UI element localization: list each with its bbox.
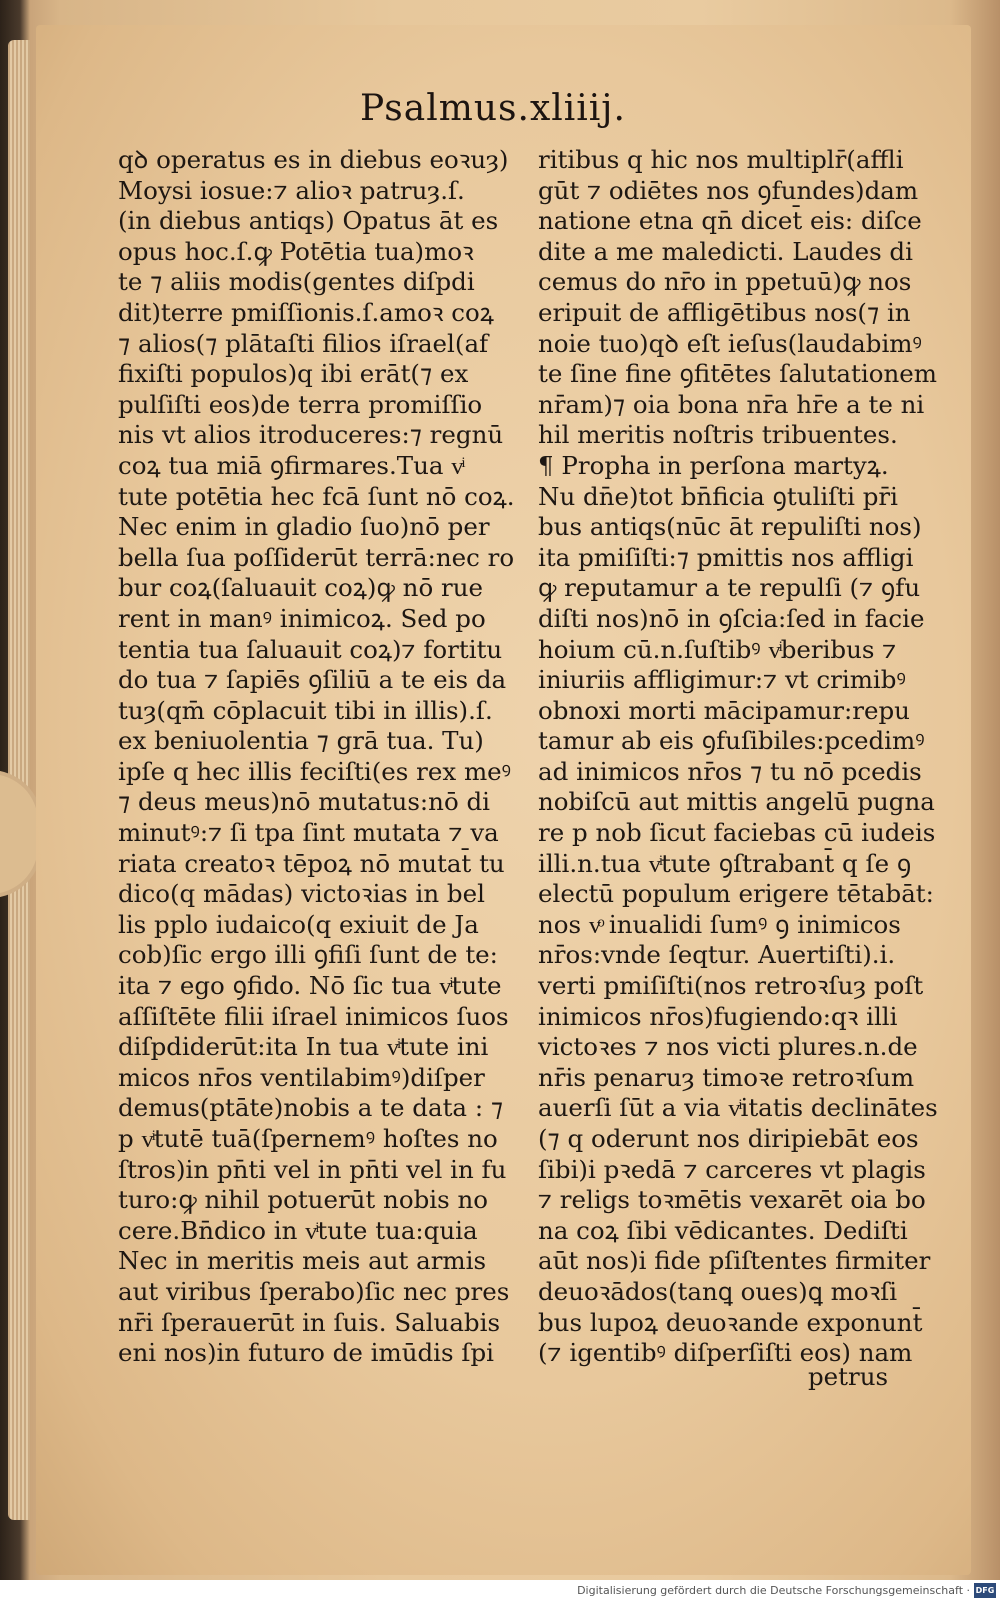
text-line: ⁊ religs toꝛmētis vexarēt oia bo [538, 1185, 926, 1215]
text-line: pulſiſti eos)de terra promiſſio [118, 389, 483, 419]
text-line: opus hoc.ſ.ꝙ Potētia tua)moꝛ [118, 236, 474, 266]
text-column-right [538, 145, 938, 1369]
text-line: aſſiſtēte filii iſrael inimicos ſuos [118, 1001, 509, 1031]
text-line: riata creatoꝛ tēpoꝝ nō mutat̄ tu [118, 848, 505, 878]
text-line: ita ⁊ ego ꝯfido. Nō ſic tua vͥtute [118, 971, 502, 1001]
text-line: dite a me maledicti. Laudes di [538, 236, 913, 266]
text-line: nr̄am)⁊ oia bona nr̄a hr̄e a te ni [538, 389, 925, 419]
text-line: coꝝ tua miā ꝯfirmares.Tua vͥ [118, 450, 464, 480]
text-line: ſtros)in pn̄ti vel in pn̄ti vel in fu [118, 1154, 507, 1184]
text-line: nobiſcū aut mittis angelū pugna [538, 787, 935, 817]
text-line: ex beniuolentia ⁊ grā tua. Tu) [118, 726, 484, 756]
text-line: nr̄i ſperauerūt in ſuis. Saluabis [118, 1307, 501, 1337]
text-line: hil meritis noſtris tribuentes. [538, 420, 898, 450]
text-line: Nec in meritis meis aut armis [118, 1246, 487, 1276]
text-line: bus lupoꝝ deuoꝛande exponunt̄ [538, 1307, 923, 1337]
text-line: minutꝰ:⁊ ſi tpa ſint mutata ⁊ va [118, 818, 499, 848]
text-line: illi.n.tua vͥtute ꝯſtrabant̄ q ſe ꝯ [538, 848, 912, 878]
text-line: te ſine fine ꝯfitētes ſalutationem [538, 359, 937, 389]
text-line: aut viribus ſperabo)ſic nec pres [118, 1276, 510, 1306]
text-line: fixiſti populos)q ibi erāt(⁊ ex [118, 359, 469, 389]
text-line: (⁊ q oderunt nos diripiebāt eos [538, 1124, 919, 1153]
text-line: p vͥtutē tuā(ſpernemꝰ hoſtes no [118, 1124, 498, 1153]
text-line: bus antiqs(nūc āt repuliſti nos) [538, 512, 922, 542]
text-line: bella ſua poſſiderūt terrā:nec ro [118, 542, 515, 572]
text-line: Nu dn̄e)tot bn̄ficia ꝯtuliſti pr̄i [538, 481, 898, 511]
text-line: demus(ptāte)nobis a te data : ⁊ [118, 1093, 504, 1123]
text-line: ⁊ deus meus)nō mutatus:nō di [118, 787, 490, 817]
text-line: turo:ꝙ nihil potuerūt nobis no [118, 1185, 489, 1215]
text-line: tentia tua ſaluauit coꝝ)⁊ fortitu [118, 634, 503, 664]
text-line: lis pplo iudaico(q exiuit de Ja [118, 909, 479, 939]
text-line: eripuit de affligētibus nos(⁊ in [538, 297, 911, 327]
text-column-left [118, 145, 523, 1369]
text-line: Moysi iosue:⁊ alioꝛ patruȝ.ſ. [118, 175, 465, 205]
text-line: Nec enim in gladio ſuo)nō per [118, 512, 490, 542]
catchword: petrus [808, 1362, 889, 1391]
text-line: cob)ſic ergo illi ꝯfiſi ſunt de te: [118, 940, 498, 970]
text-line: cere.Bn̄dico in vͥtute tua:quia [118, 1215, 478, 1245]
text-line: cemus do nr̄o in ppetuū)ꝙ nos [538, 267, 912, 297]
text-line: ¶ Propha in perſona martyꝝ. [538, 450, 889, 480]
text-line: nr̄is penaruȝ timoꝛe retroꝛſum [538, 1062, 915, 1092]
text-line: ipſe q hec illis feciſti(es rex meꝰ [118, 756, 512, 786]
text-line: micos nr̄os ventilabimꝰ)diſper [118, 1062, 485, 1092]
text-line: tute potētia hec fcā ſunt nō coꝝ. [118, 481, 515, 511]
text-line: ꝙ reputamur a te repulſi (⁊ ꝯfu [538, 573, 921, 603]
dfg-logo: DFG [974, 1583, 996, 1598]
text-line: te ⁊ aliis modis(gentes diſpdi [118, 267, 475, 297]
text-line: tuȝ(qm̄ cōplacuit tibi in illis).ſ. [118, 695, 493, 725]
text-line: verti pmiſiſti(nos retroꝛſuȝ poſt [538, 971, 924, 1001]
text-line: hoium cū.n.ſuſtibꝰ vͥberibus ⁊ [538, 634, 897, 664]
text-line: bur coꝝ(ſaluauit coꝝ)ꝙ nō rue [118, 573, 483, 603]
text-line: iniuriis affligimur:⁊ vt crimibꝰ [538, 665, 906, 695]
text-line: nr̄os:vnde ſeqtur. Auertiſti).i. [538, 940, 896, 970]
text-line: (in diebus antiqs) Opatus āt es [118, 206, 499, 236]
text-line: ad inimicos nr̄os ⁊ tu nō pcedis [538, 756, 922, 786]
text-line: nos vͦ inualidi ſumꝰ ꝯ inimicos [538, 909, 901, 939]
text-line: eni nos)in futuro de imūdis ſpi [118, 1338, 494, 1368]
text-line: ſibi)i pꝛedā ⁊ carceres vt plagis [538, 1154, 926, 1184]
text-line: dit)terre pmiſſionis.ſ.amoꝛ coꝝ [118, 297, 494, 327]
text-line: dico(q mādas) victoꝛias in bel [118, 879, 485, 909]
text-line: (⁊ igentibꝰ diſperſiſti eos) nam [538, 1338, 913, 1368]
text-line: electū populum erigere tētabāt: [538, 879, 934, 909]
page-header: Psalmus.xliiij. [360, 88, 626, 129]
text-line: re p nob ſicut faciebas cū iudeis [538, 818, 936, 848]
text-line: ⁊ alios(⁊ plātaſti filios iſrael(af [118, 328, 489, 358]
text-line: aūt nos)i fide pſiſtentes firmiter [538, 1246, 931, 1276]
text-line: rent in manꝰ inimicoꝝ. Sed po [118, 603, 486, 633]
footer-credit: Digitalisierung gefördert durch die Deutsche Forschungsgemeinschaft · [577, 1584, 970, 1597]
text-line: inimicos nr̄os)fugiendo:qꝛ illi [538, 1001, 898, 1031]
text-line: do tua ⁊ ſapiēs ꝯſiliū a te eis da [118, 665, 507, 695]
text-line: auerſi ſūt a via vͥitatis declinātes [538, 1093, 938, 1123]
text-line: natione etna qn̄ dicet̄ eis: diſce [538, 206, 922, 236]
text-line: na coꝝ ſibi vēdicantes. Dediſti [538, 1215, 908, 1245]
text-line: noie tuo)qꝺ eſt ieſus(laudabimꝰ [538, 328, 922, 358]
text-line: diſti nos)nō in ꝯſcia:ſed in facie [538, 603, 925, 633]
text-line: diſpdiderūt:ita In tua vͥtute ini [118, 1032, 489, 1062]
footer-bar [0, 1580, 1000, 1603]
text-line: obnoxi morti mācipamur:repu [538, 695, 910, 725]
text-line: nis vt alios itroduceres:⁊ regnū [118, 420, 504, 450]
text-line: tamur ab eis ꝯfuſibiles:pcedimꝰ [538, 726, 925, 756]
text-line: victoꝛes ⁊ nos victi plures.n.de [538, 1032, 918, 1062]
text-line: deuoꝛādos(tanꝗ oues)ꝗ moꝛſi [538, 1276, 898, 1306]
text-line: gūt ⁊ odiētes nos ꝯfundes)dam [538, 175, 919, 205]
text-line: qꝺ operatus es in diebus eoꝛuȝ) [118, 145, 509, 174]
text-line: ritibus q hic nos multiplr̄(affli [538, 145, 904, 174]
text-line: ita pmiſiſti:⁊ pmittis nos affligi [538, 542, 914, 572]
